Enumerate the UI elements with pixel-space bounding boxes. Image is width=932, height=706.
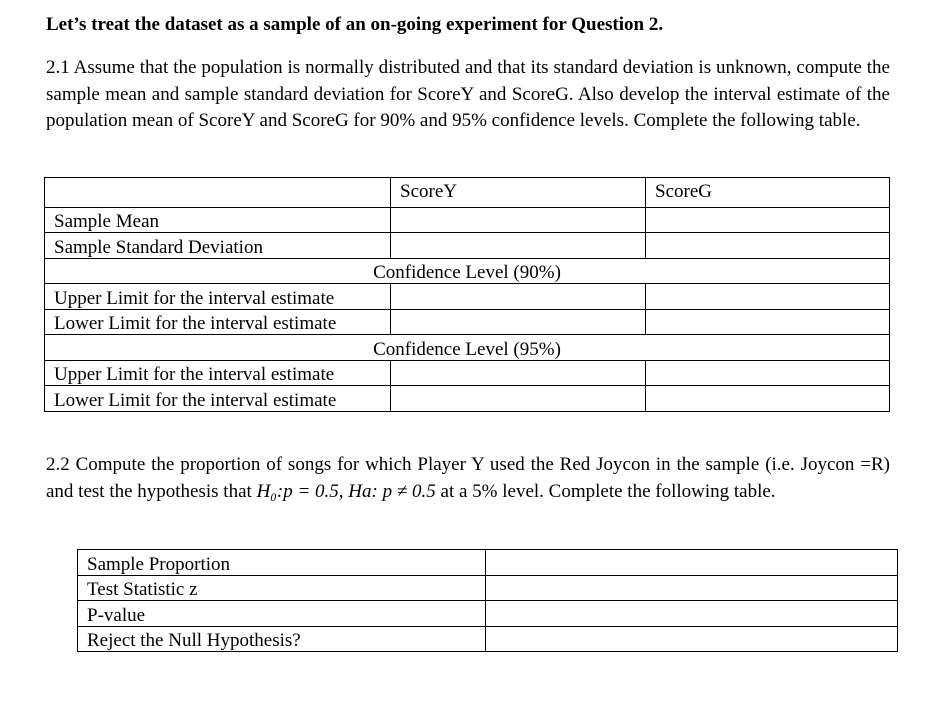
sample-sd-scorey-cell[interactable] (391, 233, 646, 259)
upper-95-scoreg-cell[interactable] (646, 360, 890, 386)
row-label-upper-90: Upper Limit for the interval estimate (45, 284, 391, 310)
row-label-sample-sd: Sample Standard Deviation (45, 233, 391, 259)
lower-90-scoreg-cell[interactable] (646, 309, 890, 335)
interval-estimate-table (44, 177, 890, 412)
table-row (78, 575, 898, 601)
row-label-reject-null: Reject the Null Hypothesis? (78, 626, 486, 652)
upper-90-scoreg-cell[interactable] (646, 284, 890, 310)
table-row (78, 601, 898, 627)
table-row (45, 386, 890, 412)
row-label-p-value: P-value (78, 601, 486, 627)
section-row-95 (45, 335, 890, 361)
page-heading: Let’s treat the dataset as a sample of an on-going experiment for Question 2. (46, 14, 664, 35)
row-label-lower-90: Lower Limit for the interval estimate (45, 309, 391, 335)
table-row (45, 233, 890, 259)
sample-sd-scoreg-cell[interactable] (646, 233, 890, 259)
lower-90-scorey-cell[interactable] (391, 309, 646, 335)
question-2-2-outro: at a 5% level. Complete the following table. (435, 480, 776, 502)
upper-95-scorey-cell[interactable] (391, 360, 646, 386)
header-cell-scoreg: ScoreG (646, 178, 890, 208)
sample-mean-scoreg-cell[interactable] (646, 207, 890, 233)
row-label-upper-95: Upper Limit for the interval estimate (45, 360, 391, 386)
question-2-2-text (46, 452, 890, 505)
question-2-1-text: 2.1 Assume that the population is normally distributed and that its standard deviation is unknown, compute the sample mean and sample standard deviation for ScoreY and ScoreG. Also develop the interval estimate of the population mean of ScoreY and ScoreG for 90% and 95% confidence levels. Complete the following table. (46, 57, 890, 132)
lower-95-scoreg-cell[interactable] (646, 386, 890, 412)
header-cell-scorey: ScoreY (391, 178, 646, 208)
table-row (45, 360, 890, 386)
confidence-level-90-label: Confidence Level (90%) (45, 258, 890, 284)
test-statistic-cell[interactable] (486, 575, 898, 601)
table-row (45, 309, 890, 335)
row-label-test-statistic: Test Statistic z (78, 575, 486, 601)
row-label-lower-95: Lower Limit for the interval estimate (45, 386, 391, 412)
hypothesis-statement: H₀:p = 0.5, Ha: p ≠ 0.5 (256, 480, 436, 502)
question-2-2-intro: 2.2 Compute the proportion of songs for which Player Y used the Red Joycon in the sample (i.e. Joycon =R) and test the hypothesis that (46, 454, 890, 502)
upper-90-scorey-cell[interactable] (391, 284, 646, 310)
row-label-sample-mean: Sample Mean (45, 207, 391, 233)
table-row (45, 284, 890, 310)
header-cell-blank (45, 178, 391, 208)
lower-95-scorey-cell[interactable] (391, 386, 646, 412)
row-label-sample-proportion: Sample Proportion (78, 550, 486, 576)
table-row (78, 626, 898, 652)
reject-null-cell[interactable] (486, 626, 898, 652)
section-row-90 (45, 258, 890, 284)
confidence-level-95-label: Confidence Level (95%) (45, 335, 890, 361)
table-header-row (45, 178, 890, 208)
table-row (45, 207, 890, 233)
sample-proportion-cell[interactable] (486, 550, 898, 576)
table-row (78, 550, 898, 576)
sample-mean-scorey-cell[interactable] (391, 207, 646, 233)
hypothesis-test-table (77, 549, 898, 652)
p-value-cell[interactable] (486, 601, 898, 627)
